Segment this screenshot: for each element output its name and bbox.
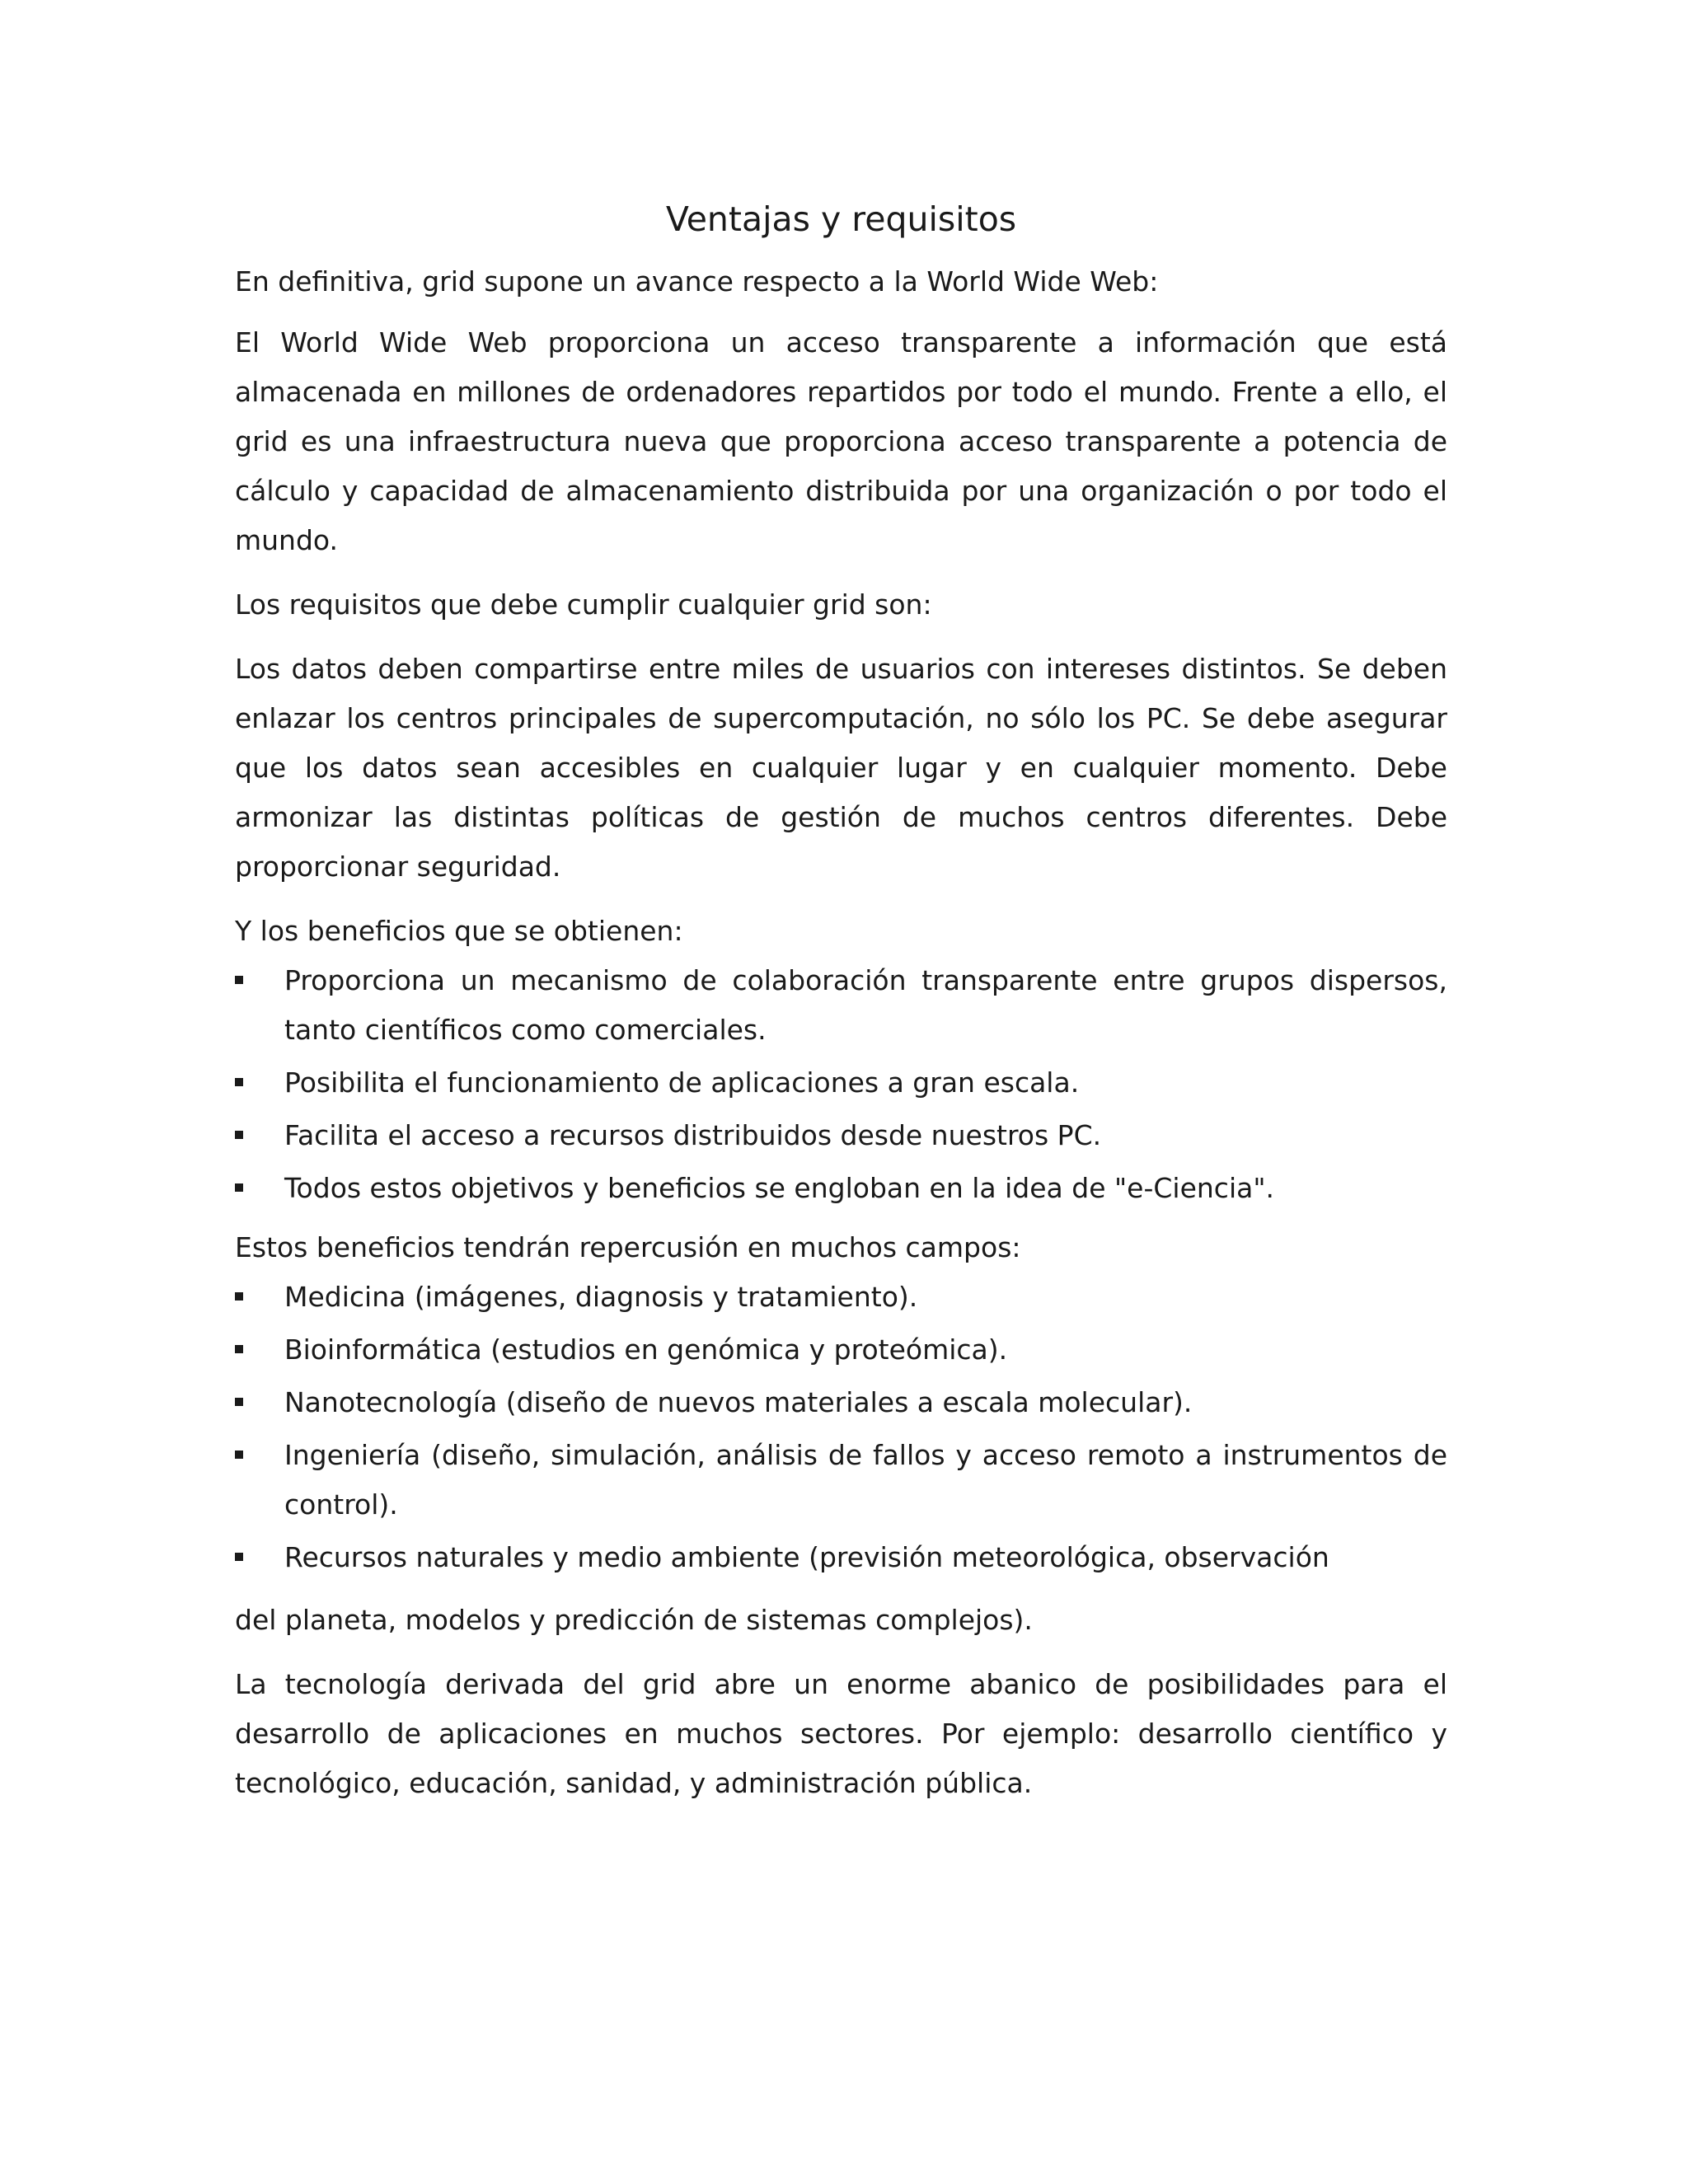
list-item <box>235 1111 1447 1160</box>
list-item <box>235 1533 1447 1582</box>
document-body <box>235 193 1447 1808</box>
list-item-text: Bioinformática (estudios en genómica y proteómica). <box>284 1333 1008 1366</box>
fields-list <box>235 1272 1447 1582</box>
list-item-text: Ingeniería (diseño, simulación, análisis de fallos y acceso remoto a instrumentos de control). <box>284 1439 1447 1521</box>
benefits-intro: Y los beneficios que se obtienen: <box>235 915 683 947</box>
fields-intro: Estos beneficios tendrán repercusión en muchos campos: <box>235 1231 1021 1263</box>
intro-paragraph: En definitiva, grid supone un avance respecto a la World Wide Web: <box>235 265 1159 298</box>
bullet-square-icon <box>235 1345 243 1353</box>
list-item <box>235 1325 1447 1375</box>
list-item-text: Medicina (imágenes, diagnosis y tratamiento). <box>284 1281 918 1313</box>
bullet-square-icon <box>235 976 243 984</box>
fields-continuation: del planeta, modelos y predicción de sistemas complejos). <box>235 1604 1033 1636</box>
list-item-text: Recursos naturales y medio ambiente (previsión meteorológica, observación <box>284 1541 1329 1573</box>
bullet-square-icon <box>235 1292 243 1301</box>
list-item-text: Nanotecnología (diseño de nuevos materiales a escala molecular). <box>284 1386 1193 1418</box>
requirements-paragraph: Los datos deben compartirse entre miles de usuarios con intereses distintos. Se deben enlazar los centros principales de supercomputación, no sólo los PC. Se debe asegurar que los datos sean accesibles en cualquier lugar y en cualquier momento. Debe armonizar las distintas políticas de gestión de muchos centros diferentes. Debe proporcionar seguridad. <box>235 653 1447 883</box>
benefits-list <box>235 956 1447 1213</box>
list-item-text: Posibilita el funcionamiento de aplicaciones a gran escala. <box>284 1066 1080 1099</box>
list-item-text: Todos estos objetivos y beneficios se engloban en la idea de "e-Ciencia". <box>284 1172 1275 1204</box>
page-title: Ventajas y requisitos <box>665 199 1017 239</box>
technology-paragraph: La tecnología derivada del grid abre un enorme abanico de posibilidades para el desarrollo de aplicaciones en muchos sectores. Por ejemplo: desarrollo científico y tecnológico, educación, sanidad, y administración pública. <box>235 1668 1447 1799</box>
list-item <box>235 1431 1447 1530</box>
bullet-square-icon <box>235 1451 243 1459</box>
list-item <box>235 956 1447 1055</box>
bullet-square-icon <box>235 1183 243 1192</box>
list-item <box>235 1272 1447 1322</box>
bullet-square-icon <box>235 1398 243 1406</box>
list-item-text: Proporciona un mecanismo de colaboración transparente entre grupos dispersos, tanto científicos como comerciales. <box>284 964 1447 1046</box>
requirements-intro: Los requisitos que debe cumplir cualquier grid son: <box>235 588 932 621</box>
bullet-square-icon <box>235 1078 243 1086</box>
list-item-text: Facilita el acceso a recursos distribuidos desde nuestros PC. <box>284 1119 1102 1151</box>
bullet-square-icon <box>235 1553 243 1561</box>
list-item <box>235 1164 1447 1213</box>
list-item <box>235 1058 1447 1108</box>
list-item <box>235 1378 1447 1427</box>
bullet-square-icon <box>235 1131 243 1139</box>
www-paragraph: El World Wide Web proporciona un acceso transparente a información que está almacenada en millones de ordenadores repartidos por todo el mundo. Frente a ello, el grid es una infraestructura nueva que proporciona acceso transparente a potencia de cálculo y capacidad de almacenamiento distribuida por una organización o por todo el mundo. <box>235 326 1447 556</box>
